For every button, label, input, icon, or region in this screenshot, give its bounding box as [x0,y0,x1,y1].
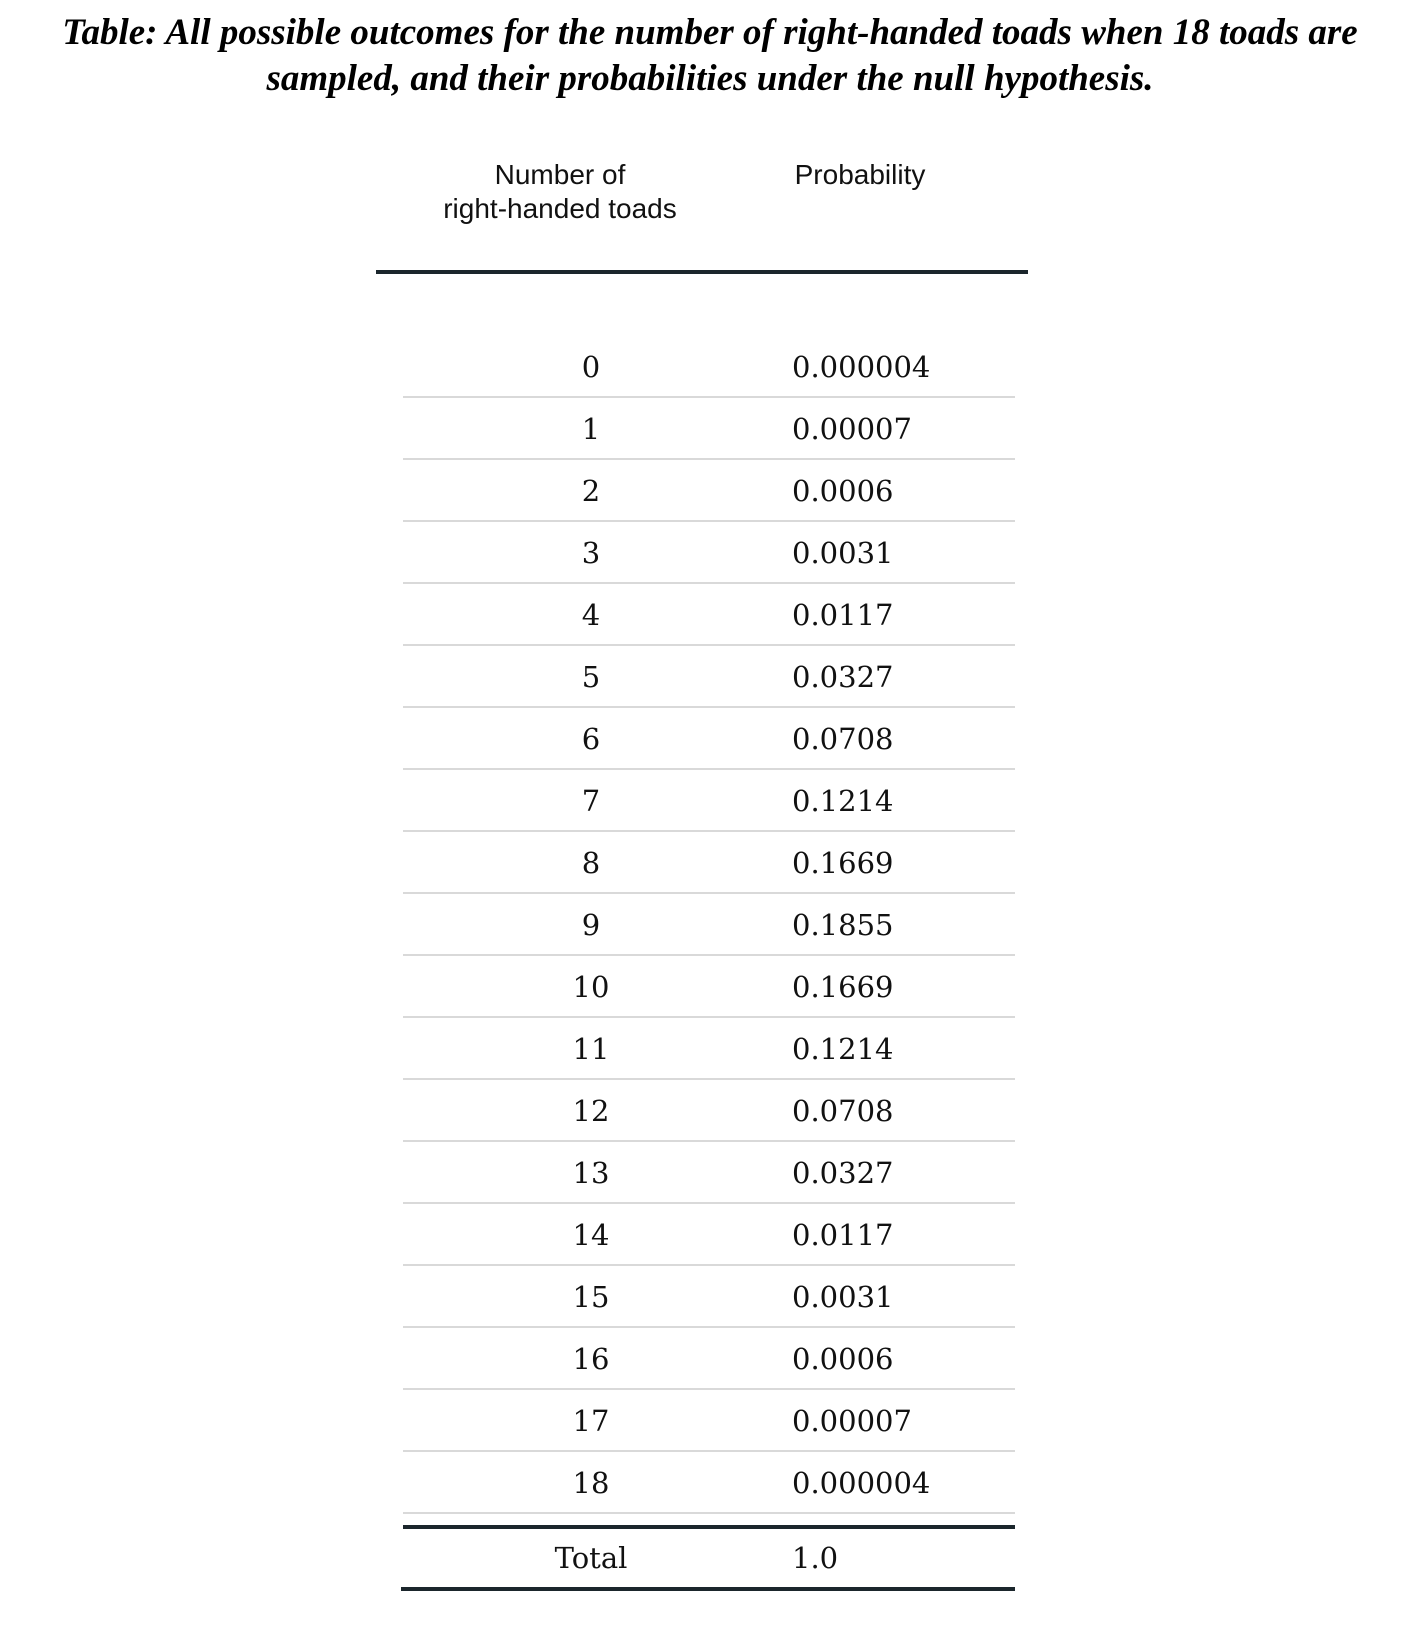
cell-count: 7 [581,784,601,818]
column-header-count-line-2: right-handed toads [443,193,677,224]
total-label: Total [554,1541,628,1575]
table-row [403,460,1015,522]
table-row [403,1266,1015,1328]
total-value: 1.0 [792,1541,839,1575]
table-caption [0,10,1420,102]
cell-count: 5 [581,660,601,694]
header-rule [376,270,1028,274]
table-row [403,708,1015,770]
cell-count: 8 [581,846,601,880]
cell-probability: 0.00007 [792,412,912,446]
cell-probability: 0.0327 [792,660,894,694]
cell-count: 13 [572,1156,610,1190]
cell-probability: 0.0327 [792,1156,894,1190]
column-header-probability-label: Probability [794,159,926,190]
column-header-probability [760,158,960,192]
cell-count: 17 [572,1404,610,1438]
table-body [403,336,1015,1514]
cell-probability: 0.0708 [792,1094,894,1128]
cell-count: 4 [581,598,601,632]
column-header-count-line-1: Number of [494,159,626,190]
caption-line-1: Table: All possible outcomes for the number of right-handed toads when 18 toads are [62,12,1358,53]
table-row [403,1080,1015,1142]
table-row [403,584,1015,646]
total-row [403,1530,1015,1586]
cell-count: 9 [581,908,601,942]
cell-count: 11 [572,1032,610,1066]
cell-count: 2 [581,474,601,508]
cell-probability: 0.1214 [792,784,894,818]
cell-probability: 0.1855 [792,908,894,942]
column-header-count [420,158,700,226]
cell-count: 18 [572,1466,610,1500]
table-row [403,770,1015,832]
cell-probability: 0.00007 [792,1404,912,1438]
table-row [403,1328,1015,1390]
cell-count: 10 [572,970,610,1004]
table-row [403,1142,1015,1204]
cell-probability: 0.0031 [792,1280,894,1314]
cell-probability: 0.000004 [792,1466,931,1500]
table-row [403,1204,1015,1266]
cell-count: 14 [572,1218,610,1252]
caption-line-2: sampled, and their probabilities under the null hypothesis. [266,58,1154,99]
table-row [403,336,1015,398]
table-row [403,646,1015,708]
cell-count: 6 [581,722,601,756]
table-row [403,832,1015,894]
cell-count: 0 [581,350,601,384]
cell-count: 3 [581,536,601,570]
cell-probability: 0.0006 [792,1342,894,1376]
table-row [403,1018,1015,1080]
cell-probability: 0.0031 [792,536,894,570]
cell-count: 1 [581,412,601,446]
cell-probability: 0.1669 [792,970,894,1004]
cell-probability: 0.0006 [792,474,894,508]
table-row [403,522,1015,584]
cell-probability: 0.0117 [792,598,894,632]
table-row [403,956,1015,1018]
table-row [403,398,1015,460]
cell-probability: 0.1669 [792,846,894,880]
table-row [403,1452,1015,1514]
cell-probability: 0.0117 [792,1218,894,1252]
table-row [403,1390,1015,1452]
cell-probability: 0.0708 [792,722,894,756]
cell-probability: 0.000004 [792,350,931,384]
table-row [403,894,1015,956]
cell-count: 12 [572,1094,610,1128]
cell-count: 15 [572,1280,610,1314]
cell-probability: 0.1214 [792,1032,894,1066]
bottom-rule [401,1587,1015,1591]
total-rule [403,1525,1015,1529]
cell-count: 16 [572,1342,610,1376]
